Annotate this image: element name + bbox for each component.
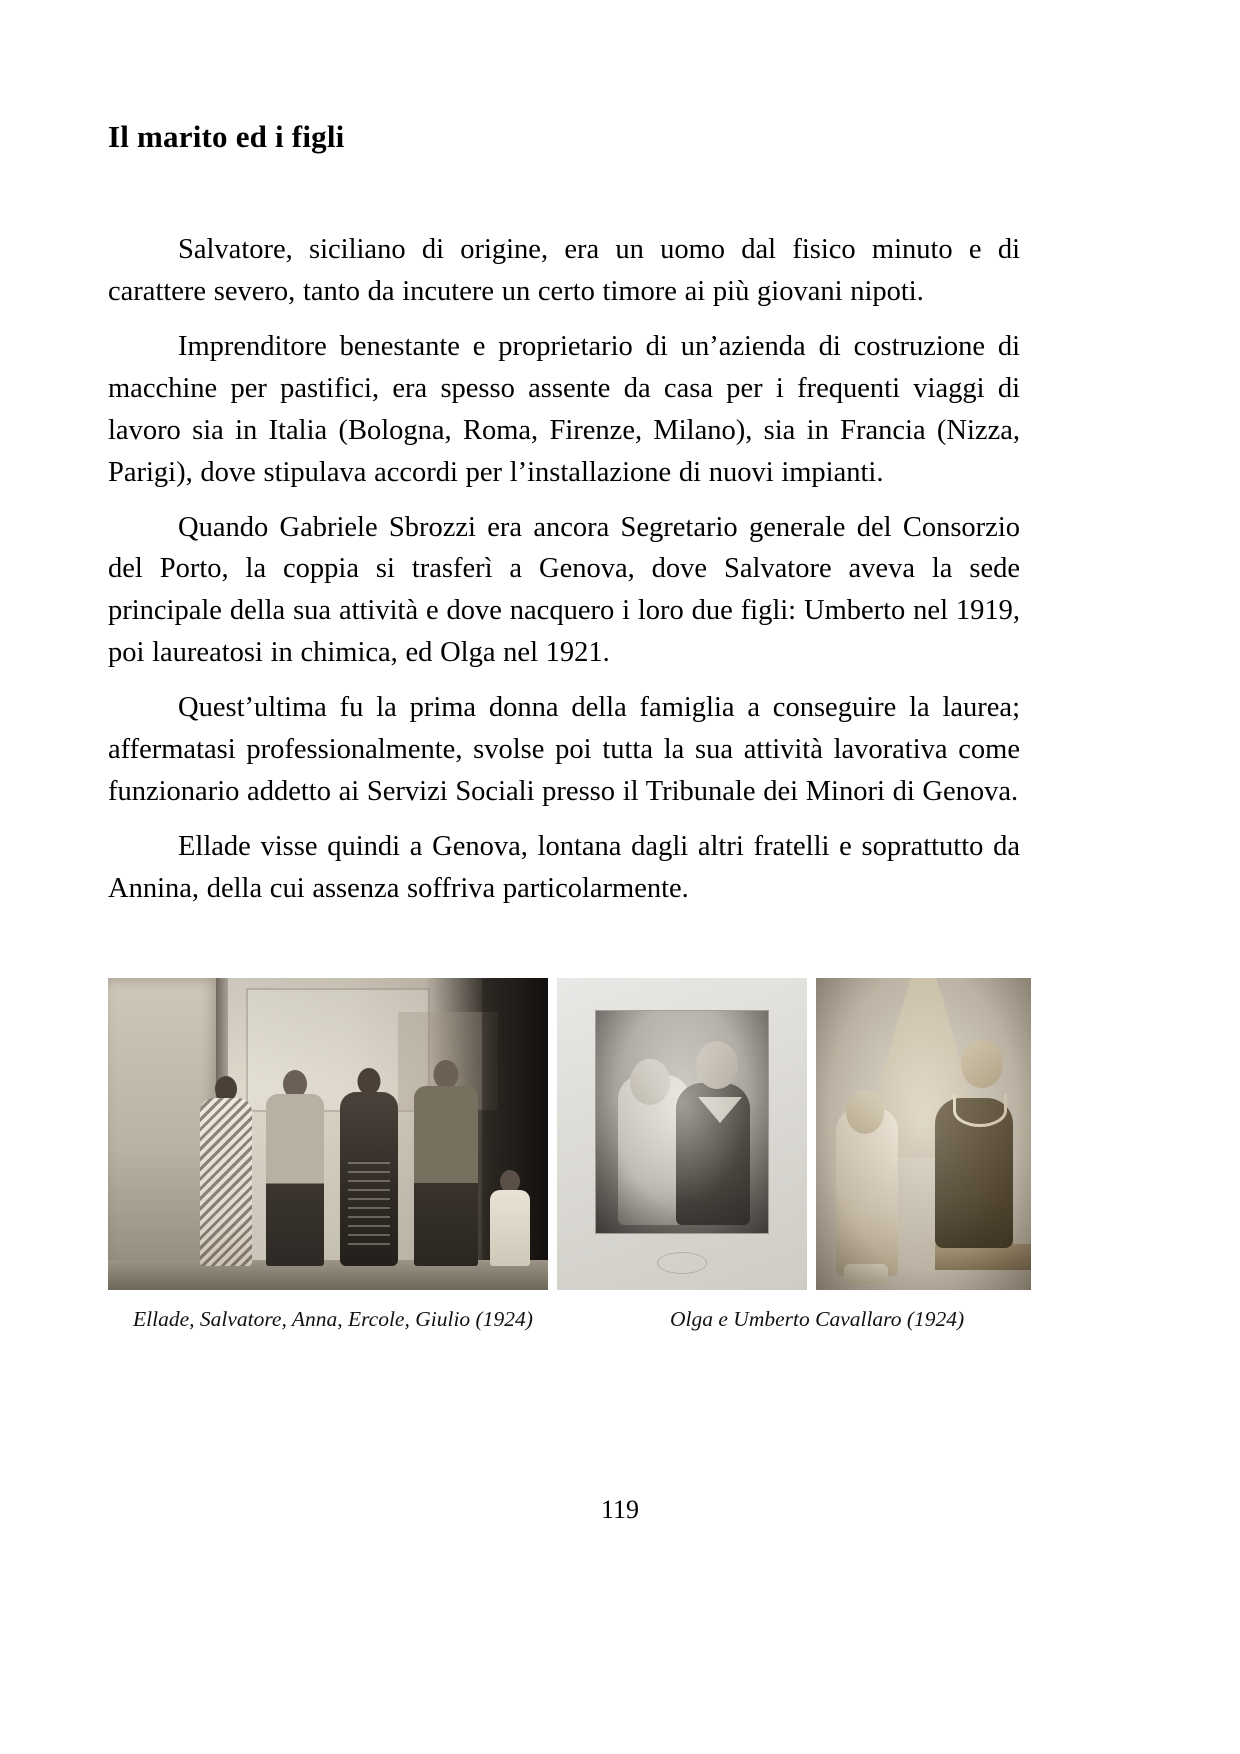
body (490, 1190, 530, 1266)
studio-portrait-two-children (557, 978, 807, 1290)
body-text (108, 229, 1020, 909)
page-content (108, 118, 1020, 910)
paragraph-1: Salvatore, siciliano di origine, era un uomo dal fisico minuto e di carattere severo, tanto da incutere un certo timore ai più giovani nipoti. (108, 234, 1020, 308)
sepia-portrait-two-children (816, 978, 1031, 1290)
body (266, 1094, 324, 1266)
figure-child (490, 1170, 530, 1266)
paragraph-4: Quest’ultima fu la prima donna della famiglia a conseguire la laurea; affermatasi professionalmente, svolse poi tutta la sua attività lavorativa come funzionario addetto ai Servizi Sociali presso il Tribunale dei Minori di Genova. (108, 692, 1020, 807)
photo-strip (108, 978, 1120, 1290)
paragraph-2: Imprenditore benestante e proprietario di un’azienda di costruzione di macchine per pastifici, era spesso assente da casa per i frequenti viaggi di lavoro sia in Italia (Bologna, Roma, Firenze, Milano), sia in Francia (Nizza, Parigi), dove stipulava accordi per l’installazione di nuovi impianti. (108, 330, 1020, 488)
figure-man-light-suit (266, 1070, 324, 1266)
paragraph-3: Quando Gabriele Sbrozzi era ancora Segretario generale del Consorzio del Porto, la coppia si trasferì a Genova, dove Salvatore aveva la sede principale della sua attività e dove nacquero i loro due figli: Umberto nel 1919, poi laureatosi in chimica, ed Olga nel 1921. (108, 511, 1020, 669)
figure-woman-patterned-dress (200, 1076, 252, 1266)
vignette (816, 978, 1031, 1290)
paragraph-5: Ellade visse quindi a Genova, lontana dagli altri fratelli e soprattutto da Annina, della cui assenza soffriva particolarmente. (108, 830, 1020, 904)
figure-woman-dark-dress (340, 1068, 398, 1266)
head (358, 1068, 381, 1095)
figure-captions (108, 1307, 1120, 1337)
studio-embossed-mark (657, 1252, 707, 1274)
page-title: Il marito ed i figli (108, 119, 345, 154)
dress-trim (348, 1162, 390, 1248)
portrait-area (596, 1011, 768, 1233)
figure-caption-right: Olga e Umberto Cavallaro (1924) (670, 1307, 965, 1331)
figure-caption-left: Ellade, Salvatore, Anna, Ercole, Giulio (1924) (133, 1307, 533, 1331)
group-photo-outdoors (108, 978, 548, 1290)
body (414, 1086, 478, 1266)
body (200, 1098, 252, 1266)
page-number: 119 (600, 1495, 640, 1524)
ground (108, 1260, 548, 1290)
vignette (596, 1011, 768, 1233)
head (434, 1060, 459, 1089)
figure-man-dark-suit (414, 1060, 478, 1266)
